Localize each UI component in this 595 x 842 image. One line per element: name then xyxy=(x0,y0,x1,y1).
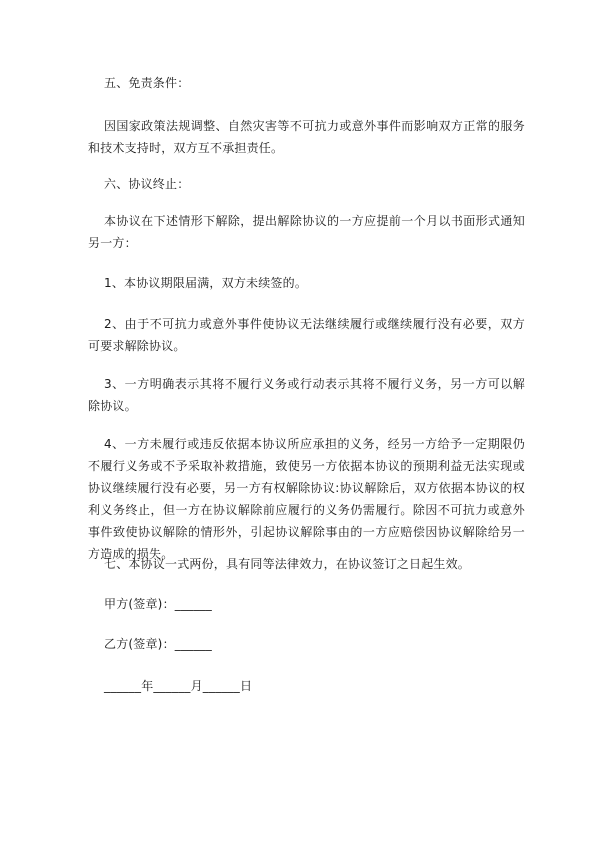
section7-effectiveness: 七、本协议一式两份，具有同等法律效力，在协议签订之日起生效。 xyxy=(104,557,471,571)
section6-heading: 六、协议终止： xyxy=(104,177,190,191)
section5-body: 因国家政策法规调整、自然灾害等不可抗力或意外事件而影响双方正常的服务和技术支持时，双方互不承担责任。 xyxy=(88,119,525,155)
termination-item-3: 3、一方明确表示其将不履行义务或行动表示其将不履行义务，另一方可以解除协议。 xyxy=(88,377,525,413)
party-a-signature: 甲方(签章)：______ xyxy=(104,597,212,611)
party-b-signature: 乙方(签章)：______ xyxy=(104,637,212,651)
section6-intro: 本协议在下述情形下解除，提出解除协议的一方应提前一个月以书面形式通知另一方： xyxy=(88,214,525,250)
termination-item-1: 1、本协议期限届满，双方未续签的。 xyxy=(104,276,308,290)
termination-item-2: 2、由于不可抗力或意外事件使协议无法继续履行或继续履行没有必要，双方可要求解除协议。 xyxy=(88,317,525,353)
signing-date: ______年______月______日 xyxy=(104,679,253,693)
termination-item-4: 4、一方未履行或违反依据本协议所应承担的义务，经另一方给予一定期限仍不履行义务或不予采取补救措施，致使另一方依据本协议的预期利益无法实现或协议继续履行没有必要，另一方有权解除协议:协议解除后，双方依据本协议的权利义务终止，但一方在协议解除前应履行的义务仍需履行。除因不可抗力或意外事件致使协议解除的情形外，引起协议解除事由的一方应赔偿因协议解除给另一方造成的损失。 xyxy=(88,437,525,561)
section5-heading: 五、免责条件： xyxy=(104,76,190,90)
